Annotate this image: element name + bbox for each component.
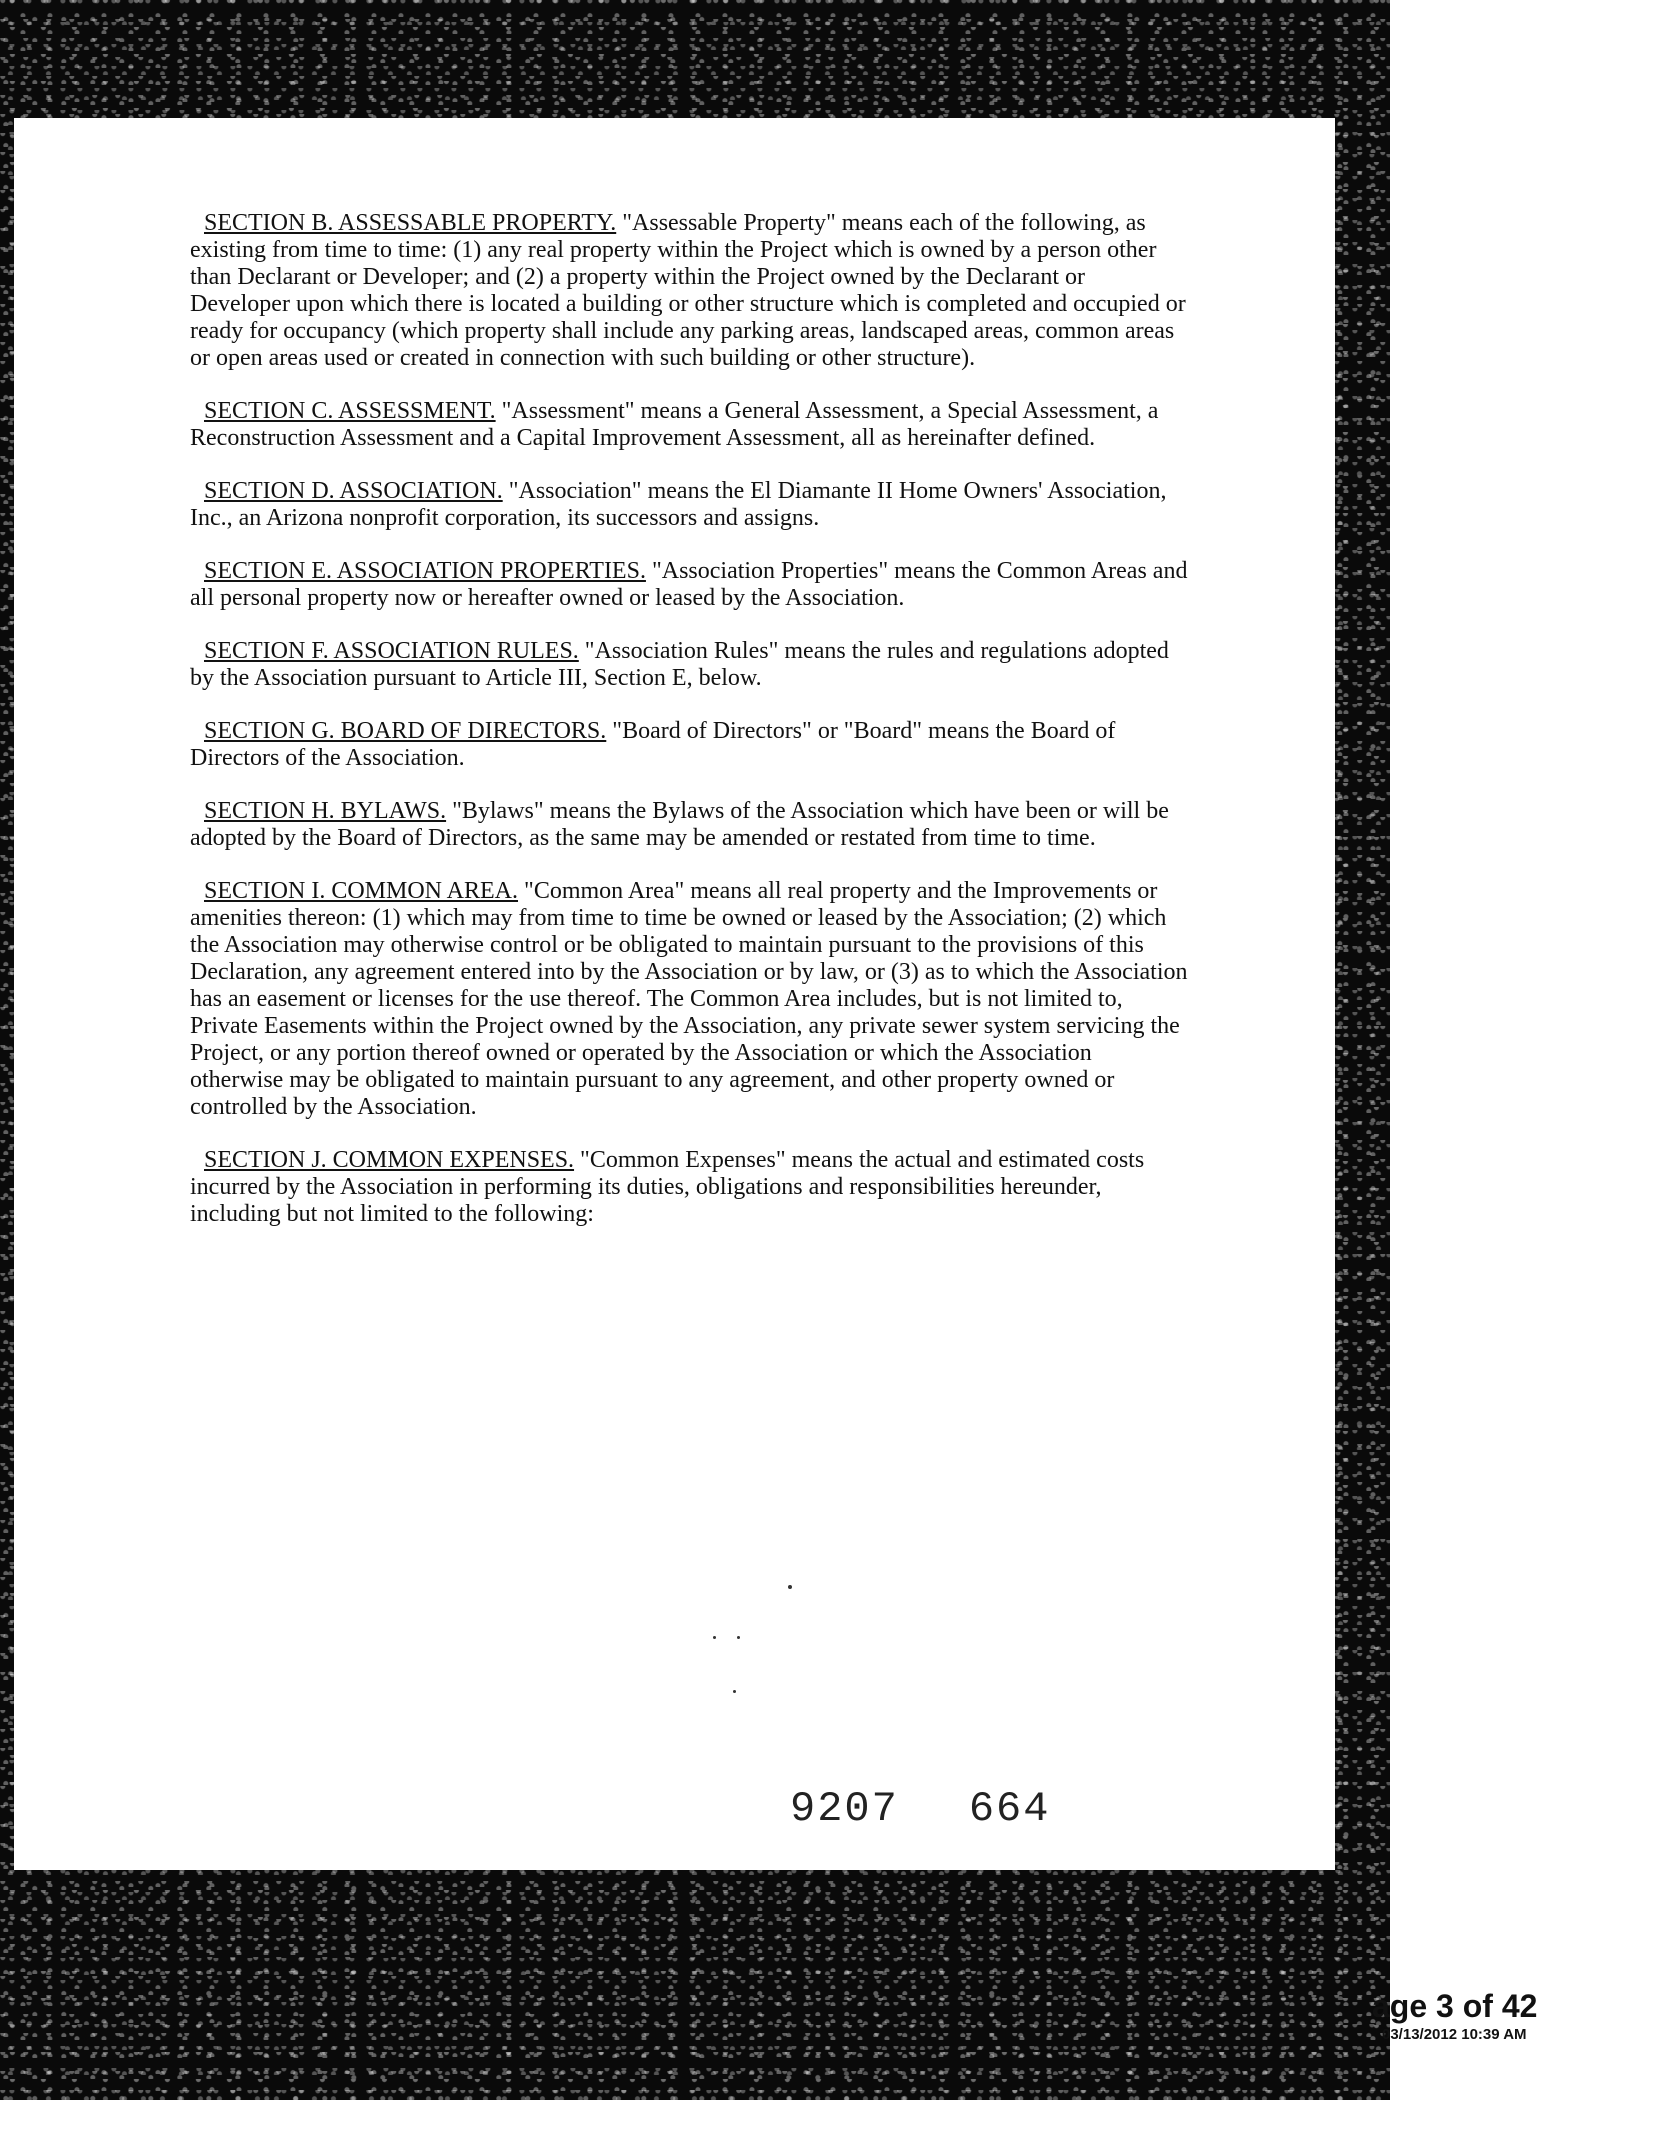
page-number: 664 [968, 1785, 1051, 1833]
document-body [190, 210, 1190, 1254]
scan-speck [788, 1585, 792, 1589]
section-text: "Board of Directors" or "Board" means the Board of Directors of the Association. [190, 718, 1116, 771]
section-text: "Assessment" means a General Assessment, a Special Assessment, a Reconstruction Assessment and a Capital Improvement Assessment, all as hereinafter defined. [190, 398, 1159, 451]
section-f [190, 638, 1190, 692]
section-heading: SECTION E. ASSOCIATION PROPERTIES. [204, 558, 646, 584]
section-heading: SECTION B. ASSESSABLE PROPERTY. [204, 210, 617, 236]
recording-number [790, 1785, 1120, 1833]
scan-speck [733, 1690, 736, 1693]
section-text: "Common Expenses" means the actual and estimated costs incurred by the Association in performing its duties, obligations and responsibilities hereunder, including but not limited to the following: [190, 1147, 1145, 1227]
section-g [190, 718, 1190, 772]
section-heading: SECTION I. COMMON AREA. [204, 878, 519, 904]
section-d [190, 478, 1190, 532]
section-text: "Association Properties" means the Common Areas and all personal property now or hereafter owned or leased by the Association. [190, 558, 1188, 611]
book-number: 9207 [790, 1785, 899, 1833]
section-heading: SECTION J. COMMON EXPENSES. [204, 1147, 575, 1173]
section-text: "Association" means the El Diamante II Home Owners' Association, Inc., an Arizona nonprofit corporation, its successors and assigns. [190, 478, 1167, 531]
section-text: "Association Rules" means the rules and regulations adopted by the Association pursuant to Article III, Section E, below. [190, 638, 1169, 691]
section-heading: SECTION D. ASSOCIATION. [204, 478, 503, 504]
section-heading: SECTION F. ASSOCIATION RULES. [204, 638, 579, 664]
section-text: "Common Area" means all real property and the Improvements or amenities thereon: (1) which may from time to time be owned or leased by the Association; (2) which the Association may otherwise control or be obligated to maintain pursuant to the provisions of this Declaration, any agreement entered into by the Association or by law, or (3) as to which the Association has an easement or licenses for the use thereof. The Common Area includes, but is not limited to, Private Easements within the Project owned by the Association, any private sewer system servicing the Project, or any portion thereof owned or operated by the Association or which the Association otherwise may be obligated to maintain pursuant to any agreement, and other property owned or controlled by the Association. [190, 878, 1188, 1120]
section-h [190, 798, 1190, 852]
scan-speck [713, 1636, 716, 1639]
section-heading: SECTION G. BOARD OF DIRECTORS. [204, 718, 607, 744]
section-text: "Assessable Property" means each of the following, as existing from time to time: (1) any real property within the Project which is owned by a person other than Declarant or Developer; and (2) a property within the Project owned by the Declarant or Developer upon which there is located a building or other structure which is completed and occupied or ready for occupancy (which property shall include any parking areas, landscaped areas, common areas or open areas used or created in connection with such building or other structure). [190, 210, 1186, 371]
scan-speck [737, 1636, 740, 1639]
print-timestamp: 03/13/2012 10:39 AM [1382, 2026, 1527, 2043]
section-heading: SECTION H. BYLAWS. [204, 798, 447, 824]
section-text: "Bylaws" means the Bylaws of the Association which have been or will be adopted by the Board of Directors, as the same may be amended or restated from time to time. [190, 798, 1169, 851]
section-c [190, 398, 1190, 452]
section-j [190, 1147, 1190, 1228]
page-counter: age 3 of 42 [1372, 1988, 1538, 2024]
section-b [190, 210, 1190, 372]
section-heading: SECTION C. ASSESSMENT. [204, 398, 496, 424]
section-e [190, 558, 1190, 612]
section-i [190, 878, 1190, 1121]
